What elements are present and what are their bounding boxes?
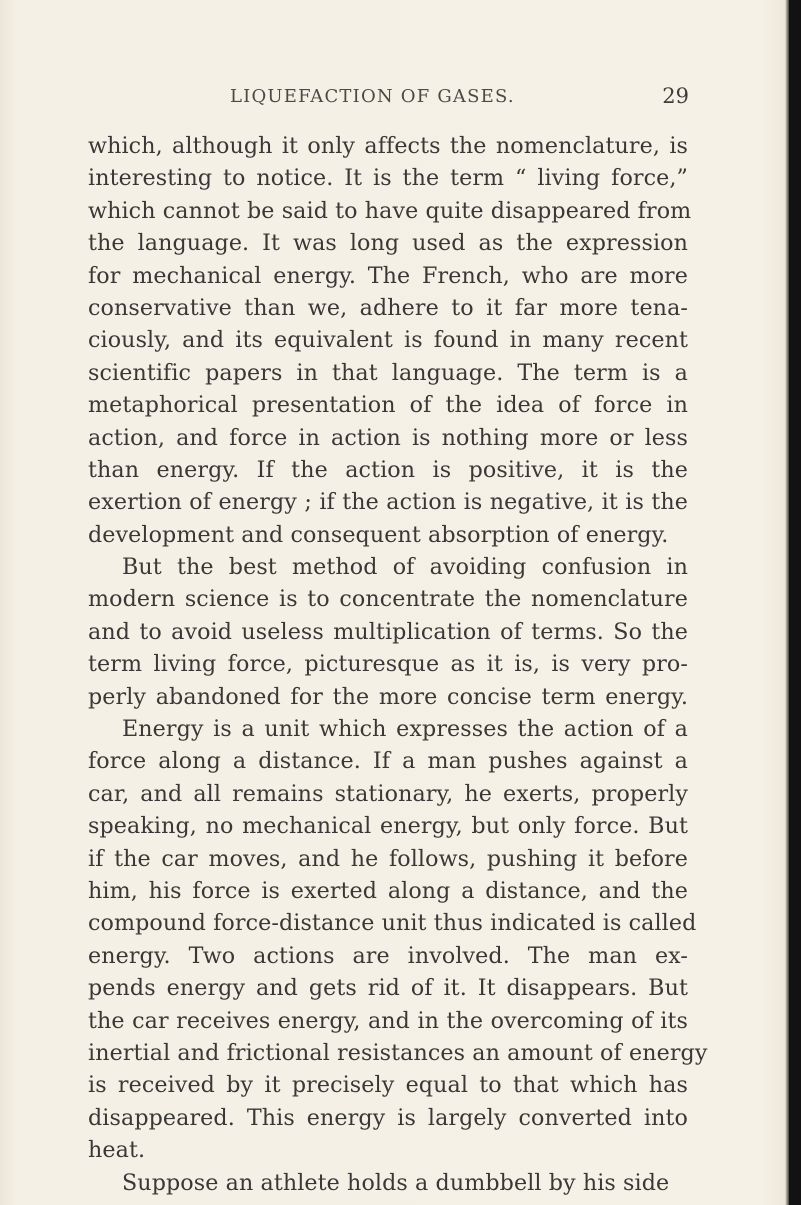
body-text [88,130,708,1199]
text-line: Suppose an athlete holds a dumbbell by his side [122,1169,670,1196]
text-line: ciously, and its equivalent is found in many recent [88,327,688,354]
text-line: is received by it precisely equal to that which has [88,1072,688,1099]
text-line: exertion of energy ; if the action is negative, it is the [88,489,688,516]
text-line: term living force, picturesque as it is, is very pro- [88,651,688,678]
text-line: him, his force is exerted along a distance, and the [88,877,688,904]
text-line: metaphorical presentation of the idea of force in [88,392,688,419]
text-line: conservative than we, adhere to it far more tena- [88,294,688,321]
text-line: which, although it only affects the nomenclature, is [88,133,688,159]
text-line: Energy is a unit which expresses the action of a [122,716,688,743]
text-line: heat. [88,1137,146,1164]
text-line: scientific papers in that language. The term is a [88,359,688,386]
text-line: modern science is to concentrate the nomenclature [88,586,688,613]
text-line: energy. Two actions are involved. The man ex- [88,942,688,969]
text-line: than energy. If the action is positive, it is the [88,456,688,483]
text-line: disappeared. This energy is largely converted into [88,1104,688,1131]
text-line: the language. It was long used as the expression [88,230,688,257]
page-number: 29 [662,84,689,108]
text-line: development and consequent absorption of energy. [88,521,669,548]
text-line: force along a distance. If a man pushes against a [88,748,688,775]
text-line: if the car moves, and he follows, pushing it before [88,845,688,872]
text-line: action, and force in action is nothing more or less [88,424,688,451]
text-line: the car receives energy, and in the overcoming of its [88,1007,688,1034]
text-line: speaking, no mechanical energy, but only force. But [88,813,688,840]
text-line: car, and all remains stationary, he exerts, properly [88,780,688,807]
text-line: which cannot be said to have quite disappeared from [88,197,692,224]
text-line: and to avoid useless multiplication of terms. So the [88,618,688,645]
text-line: perly abandoned for the more concise term energy. [88,683,688,710]
text-line: compound force-distance unit thus indicated is called [88,910,697,937]
page-header [88,86,688,118]
text-line: pends energy and gets rid of it. It disappears. But [88,975,688,1002]
page-edge-shadow [789,0,801,1205]
text-line: interesting to notice. It is the term “ living force,” [88,165,688,192]
text-line: inertial and frictional resistances an amount of energy [88,1039,708,1066]
text-line: for mechanical energy. The French, who are more [88,262,688,289]
text-line: But the best method of avoiding confusion in [122,554,688,581]
running-title: LIQUEFACTION OF GASES. [230,86,515,107]
